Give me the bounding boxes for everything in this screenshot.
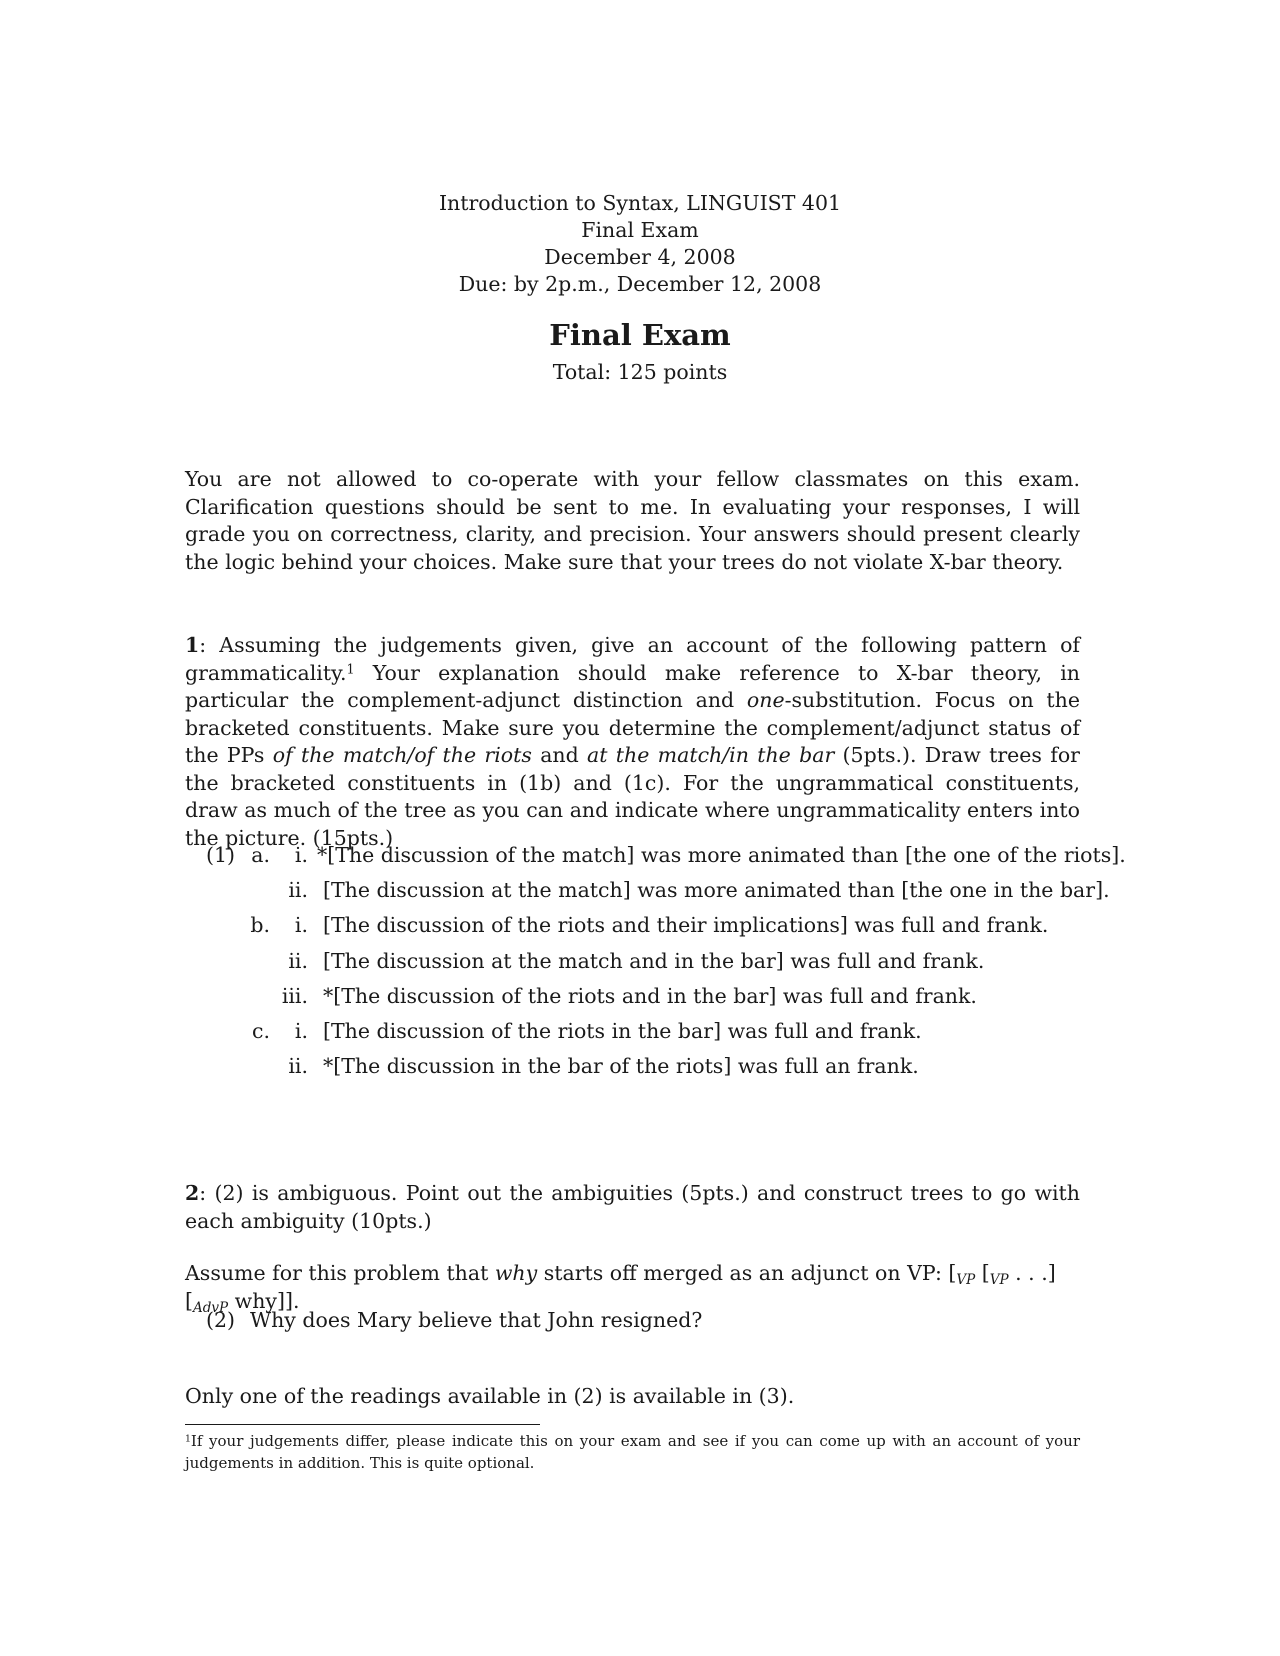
exam-page: Introduction to Syntax, LINGUIST 401 Final Exam December 4, 2008 Due: by 2p.m., December 12, 2008 Final Exam Total: 125 points You are not allowed to co-operate with your fellow classmates on this exam. Clarification questions should be sent to me. In evaluating your responses, I will grade you on correctness, clarity, and precision. Your answers should present clearly the logic behind your choices. Make sure that your trees do not violate X-bar theory. 1: Assuming the judgements given, give an account of the following pattern of grammaticality.$^1$ Your explanation should make reference to X-bar theory, in particular the complement-adjunct distinction and one-substitution. Focus on the bracketed constituents. Make sure you determine the complement/adjunct status of the PPs of the match/of the riots and at the match/in the bar (5pts.). Draw trees for the bracketed constituents in (1b) and (1c). For the ungrammatical constituents, draw as much of the tree as you can and indicate where ungrammaticality enters into the picture. (15pts.) (1) a. i. *[The discussion of the match] was more animated than [the one of the riots]. ii. [The discussion at the match] was more animated than [the one in the bar]. b. i. [The discussion of the riots and their implications] was full and frank. ii. [The discussion at the match and in the bar] was full and frank. iii. *[The discussion of the riots and in the bar] was full and frank. c. i. [The discussion of the riots in the bar] was full and frank. ii. *[The discussion in the bar of the riots] was full an frank. 2: (2) is ambiguous. Point out the ambiguities (5pts.) and construct trees to go with each ambiguity (10pts.) Assume for this problem that why starts off merged as an adjunct on VP: [$_{VP}$ [$_{VP}$ . . .] [$_{AdvP}$ why]]. (2) Why does Mary believe that John resigned? Only one of the readings available in (2) is available in (3). $^1$If your judgements differ, please indicate this on your exam and see if you can come up with an account of your judgements in addition. This is quite optional. <box>0 0 1280 1656</box>
total-points: Total: 125 points <box>552 360 728 384</box>
course-title: Introduction to Syntax, LINGUIST 401 <box>438 191 842 215</box>
page-title: Final Exam <box>549 318 731 352</box>
instructions-paragraph: You are not allowed to co-operate with your fellow classmates on this exam. Clarification questions should be sent to me. In evaluating your responses, I will grade you on correctness, clarity, and precision. Your answers should present clearly the logic behind your choices. Make sure that your trees do not violate X-bar theory. <box>185 467 1080 574</box>
exam-name: Final Exam <box>581 218 699 242</box>
question-2: 2: (2) is ambiguous. Point out the ambiguities (5pts.) and construct trees to go with each ambiguity (10pts.) <box>185 1181 1080 1233</box>
question-2-number: 2 <box>185 1181 200 1205</box>
question-1-number: 1 <box>185 633 200 657</box>
exam-date: December 4, 2008 <box>544 245 736 269</box>
closing-sentence: Only one of the readings available in (2) is available in (3). <box>185 1384 795 1408</box>
footnote: $^1$If your judgements differ, please indicate this on your exam and see if you can come up with an account of your judgements in addition. This is quite optional. <box>185 1432 1080 1472</box>
footnote-marker: 1 <box>346 661 355 677</box>
footnote-divider <box>185 1424 540 1425</box>
question-1: 1: Assuming the judgements given, give an account of the following pattern of grammaticality.$^1$ Your explanation should make reference to X-bar theory, in particular the complement-adjunct distinction and one-substitution. Focus on the bracketed constituents. Make sure you determine the complement/adjunct status of the PPs of the match/of the riots and at the match/in the bar (5pts.). Draw trees for the bracketed constituents in (1b) and (1c). For the ungrammatical constituents, draw as much of the tree as you can and indicate where ungrammaticality enters into the picture. (15pts.) <box>185 633 1081 850</box>
due-date: Due: by 2p.m., December 12, 2008 <box>458 272 822 296</box>
exam-header <box>0 190 1280 298</box>
assumption-paragraph: Assume for this problem that why starts off merged as an adjunct on VP: [$_{VP}$ [$_{VP}$ . . .] [$_{AdvP}$ why]]. <box>185 1261 1056 1316</box>
footnote-number: 1 <box>185 1433 191 1445</box>
